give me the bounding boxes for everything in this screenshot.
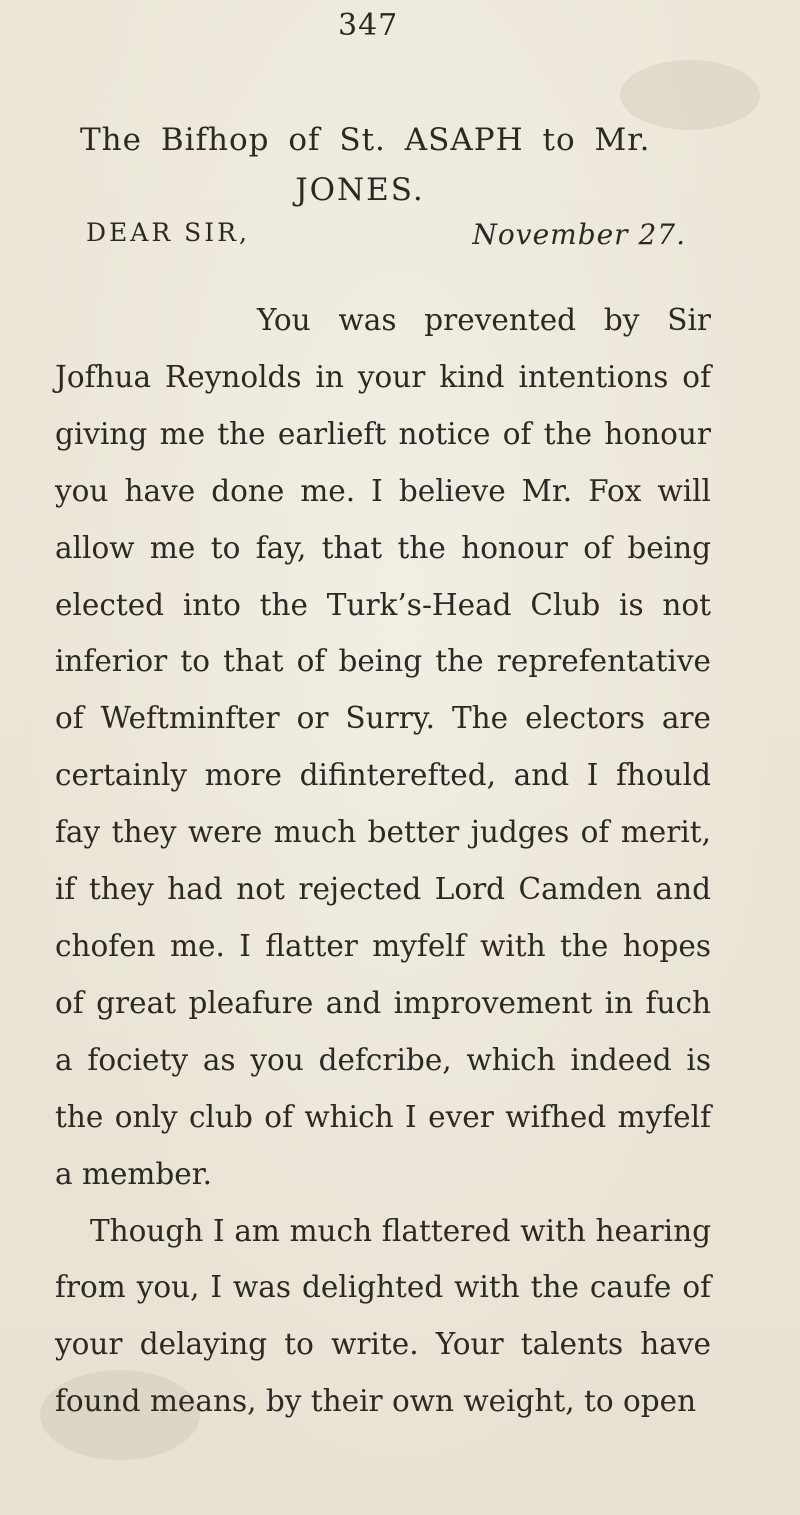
letter-body (55, 292, 711, 1430)
page-number: 347 (338, 8, 399, 43)
salutation-row (86, 218, 686, 258)
paragraph: Though I am much flattered with hearing from you, I was delighted with the caufe of your delaying to write. Your talents have found means, by their own weight, to open (55, 1213, 711, 1419)
heading-line: JONES. (295, 172, 425, 208)
paragraph: You was prevented by Sir Jofhua Reynolds in your kind intentions of giving me the earlieft notice of the honour you have done me. I believe Mr. Fox will allow me to fay, that the honour of being elected into the Turk’s-Head Club is not inferior to that of being the reprefentative of Weftminfter or Surry. The electors are certainly more difinterefted, and I fhould fay they were much better judges of merit, if they had not rejected Lord Camden and chofen me. I flatter myfelf with the hopes of great pleafure and improvement in fuch a fociety as you defcribe, which indeed is the only club of which I ever wifhed myfelf a member. (55, 303, 711, 1191)
heading-line: The Bifhop of St. ASAPH to Mr. (80, 122, 651, 158)
letter-heading (80, 115, 740, 215)
salutation: DEAR SIR, (86, 218, 250, 247)
letter-date: November 27. (472, 218, 686, 251)
